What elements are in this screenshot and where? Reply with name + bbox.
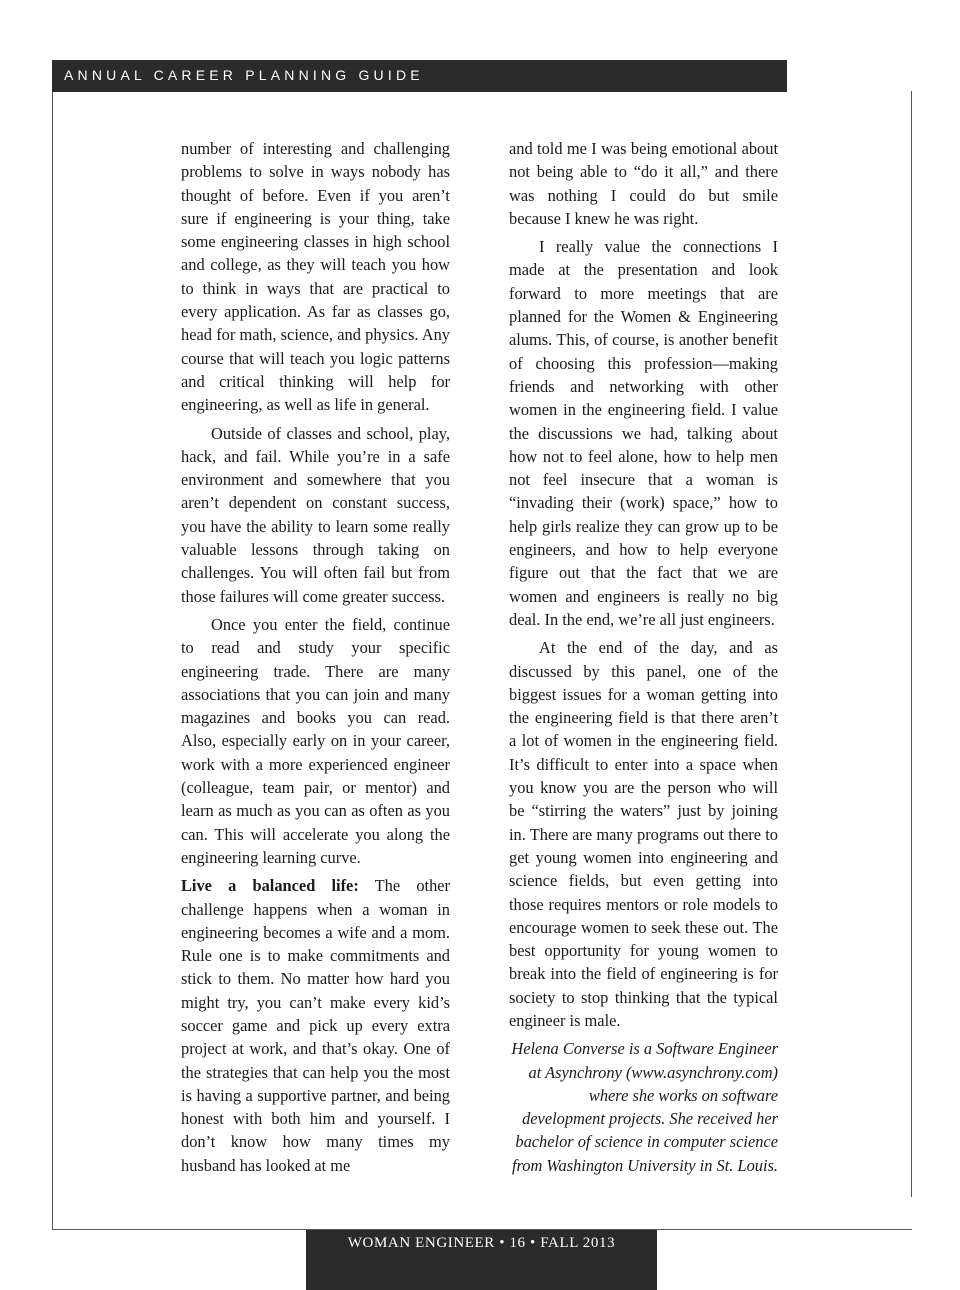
frame-line-left <box>52 92 53 1230</box>
paragraph: and told me I was being emotional about not being able to “do it all,” and there was nothing I could do but smile because I knew he was right. <box>509 139 778 228</box>
paragraph-balanced-life <box>181 874 450 1177</box>
footer-bar <box>306 1230 657 1290</box>
paragraph-text: The other challenge happens when a woman in engineering becomes a wife and a mom. Rule one is to make commitments and stick to them. No matter how hard you might try, you can’t make every kid’s soccer game and pick up every extra project at work, and that’s okay. One of the strategies that can help you the most is having a supportive partner, and being honest with both him and yourself. I don’t know how many times my husband has looked at me <box>181 876 450 1175</box>
article-left-column <box>181 137 450 1177</box>
author-bio: Helena Converse is a Software Engineer at Asynchrony (www.asynchrony.com) where she works on software development projects. She received her bachelor of science in computer science from Washington University in St. Louis. <box>511 1039 778 1175</box>
header-title: ANNUAL CAREER PLANNING GUIDE <box>64 67 424 83</box>
paragraph: At the end of the day, and as discussed by this panel, one of the biggest issues for a woman getting into the engineering field is that there aren’t a lot of women in the engineering field. It’s difficult to enter into a space when you know you are the person who will be “stirring the waters” just by joining in. There are many programs out there to get young women into engineering and science fields, but even getting into those requires mentors or role models to encourage women to seek these out. The best opportunity for young women to break into the field of engineering is for society to stop thinking that the typical engineer is male. <box>509 638 778 1030</box>
paragraph: Once you enter the field, continue to read and study your specific engineering trade. There are many associations that you can join and many magazines and books you can read. Also, especially early on in your career, work with a more experienced engineer (colleague, team pair, or mentor) and learn as much as you can as often as you can. This will accelerate you along the engineering learning curve. <box>181 614 450 867</box>
paragraph: I really value the connections I made at the presentation and look forward to more meetings that are planned for the Women & Engineering alums. This, of course, is another benefit of choosing this profession—making friends and networking with other women in the engineering field. I value the discussions we had, talking about how not to feel alone, how to help men not feel insecure that a woman is “invading their (work) space,” how to help girls realize they can grow up to be engineers, and how to help everyone figure out that the fact that we are women and engineers is really no big deal. In the end, we’re all just engineers. <box>509 237 778 629</box>
header-bar <box>52 60 787 92</box>
paragraph: Outside of classes and school, play, hack, and fail. While you’re in a safe environment and somewhere that you aren’t dependent on constant success, you have the ability to learn some really valuable lessons through taking on challenges. You will often fail but from those failures will come greater success. <box>181 423 450 606</box>
subheading-balanced-life: Live a balanced life: <box>181 876 359 896</box>
frame-line-right <box>911 91 912 1197</box>
footer-folio: WOMAN ENGINEER • 16 • FALL 2013 <box>347 1235 616 1251</box>
article-right-column <box>509 137 778 1177</box>
paragraph: number of interesting and challenging problems to solve in ways nobody has thought of before. Even if you aren’t sure if engineering is your thing, take some engineering classes in high school and college, as they will teach you how to think in ways that are practical to every application. As far as classes go, head for math, science, and physics. Any course that will teach you logic patterns and critical thinking will help for engineering, as well as life in general. <box>181 139 450 415</box>
